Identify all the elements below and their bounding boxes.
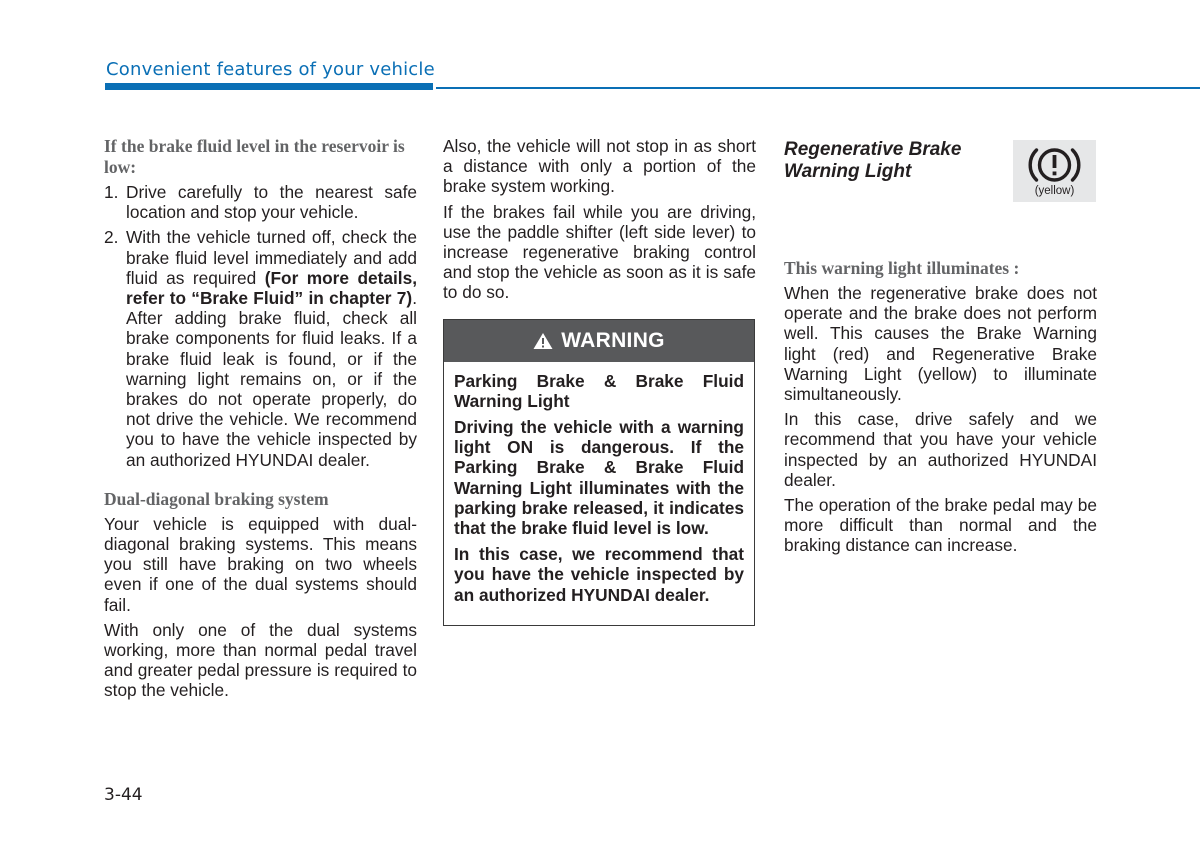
header-rule-thin bbox=[436, 87, 1200, 89]
dual-diagonal-heading: Dual-diagonal braking system bbox=[104, 488, 329, 509]
warning-paragraph: In this case, we recommend that you have the vehicle inspected by an authorized HYUNDAI dealer. bbox=[454, 544, 744, 605]
warning-label: WARNING bbox=[561, 328, 665, 352]
column-middle bbox=[443, 136, 756, 626]
page-number: 3-44 bbox=[104, 785, 143, 805]
paragraph: Also, the vehicle will not stop in as short a distance with only a portion of the brake system working. bbox=[443, 136, 756, 197]
fluid-low-steps bbox=[104, 182, 417, 470]
paragraph: When the regenerative brake does not operate and the brake does not perform well. This causes the Brake Warning light (red) and Regenerative Brake Warning Light (yellow) to illuminate simultaneously. bbox=[784, 283, 1097, 405]
section-title: Convenient features of your vehicle bbox=[106, 59, 435, 80]
paragraph: If the brakes fail while you are driving, use the paddle shifter (left side lever) to increase regenerative braking control and stop the vehicle as soon as it is safe to do so. bbox=[443, 201, 756, 303]
warning-paragraph: Driving the vehicle with a warning light ON is dangerous. If the Parking Brake & Brake Fluid Warning Light illuminates with the parking brake released, it indicates that the brake fluid level is low. bbox=[454, 417, 744, 539]
warning-title: Parking Brake & Brake Fluid Warning Light bbox=[454, 370, 744, 411]
chapter-reference: (For more details, refer to “Brake Fluid” in chapter 7) bbox=[126, 267, 417, 309]
step-text: . After adding brake fluid, check all brake components for fluid leaks. If a brake fluid leak is found, or if the warning light remains on, or if the brakes do not operate properly, do not drive the vehicle. We recommend you to have the vehicle inspected by an authorized HYUNDAI dealer. bbox=[126, 288, 417, 470]
warning-triangle-icon bbox=[533, 332, 553, 350]
illuminates-heading: This warning light illuminates : bbox=[784, 258, 1020, 278]
warning-box bbox=[443, 319, 755, 626]
paragraph: The operation of the brake pedal may be more difficult than normal and the braking distance can increase. bbox=[784, 495, 1097, 556]
step-text: With the vehicle turned off, check the brake fluid level immediately and add fluid as required bbox=[126, 227, 417, 288]
step-text: Drive carefully to the nearest safe location and stop your vehicle. bbox=[126, 182, 417, 223]
paragraph: Your vehicle is equipped with dual-diagonal braking systems. This means you still have braking on two wheels even if one of the dual systems should fail. bbox=[104, 513, 417, 615]
step-number: 1. bbox=[104, 182, 119, 202]
list-item bbox=[104, 227, 417, 469]
warning-header bbox=[444, 320, 754, 362]
icon-color-caption: (yellow) bbox=[1034, 185, 1075, 197]
step-number: 2. bbox=[104, 227, 119, 248]
paragraph: In this case, drive safely and we recommend that you have your vehicle inspected by an authorized HYUNDAI dealer. bbox=[784, 409, 1097, 490]
column-left bbox=[104, 136, 417, 706]
list-item bbox=[104, 182, 417, 222]
regen-brake-title: Regenerative Brake Warning Light bbox=[784, 139, 962, 182]
warning-light-icon-box bbox=[1013, 140, 1096, 202]
warning-body bbox=[444, 362, 754, 625]
regenerative-brake-warning-icon bbox=[1023, 143, 1086, 187]
fluid-low-heading: If the brake fluid level in the reservoir is low: bbox=[104, 136, 405, 177]
paragraph: With only one of the dual systems working, more than normal pedal travel and greater pedal pressure is required to stop the vehicle. bbox=[104, 619, 417, 701]
header-rule-thick bbox=[105, 83, 433, 90]
column-right bbox=[784, 139, 1097, 561]
